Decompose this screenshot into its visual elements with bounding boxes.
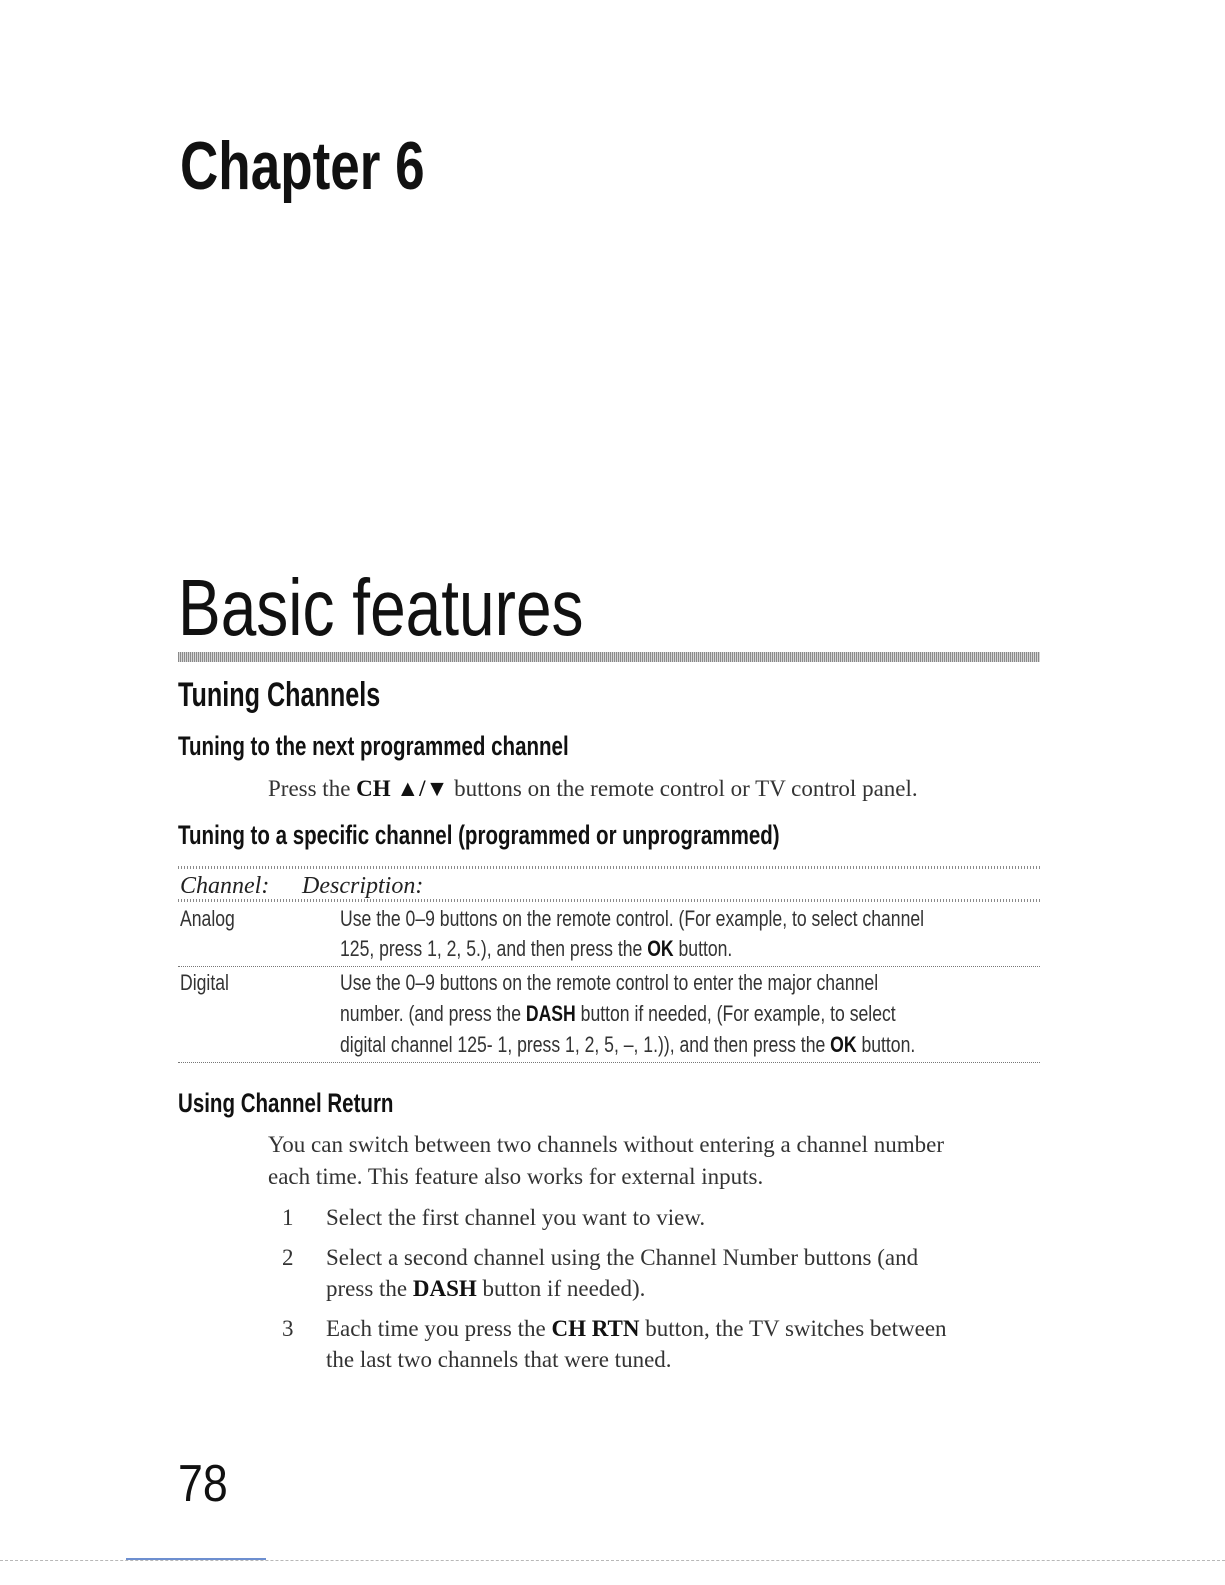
next-channel-heading: Tuning to the next programmed channel bbox=[178, 731, 569, 761]
section-title: Tuning Channels bbox=[178, 676, 381, 714]
step-number: 3 bbox=[282, 1316, 294, 1341]
table-top-rule bbox=[178, 866, 1040, 869]
ch-rtn-key: CH RTN bbox=[551, 1316, 640, 1341]
table-cell-channel-digital: Digital bbox=[180, 970, 229, 995]
table-header-description: Description: bbox=[302, 873, 424, 899]
ok-key: OK bbox=[830, 1032, 857, 1057]
table-bottom-rule bbox=[178, 1062, 1040, 1063]
specific-channel-heading: Tuning to a specific channel (programmed or unprogrammed) bbox=[178, 820, 780, 850]
bottom-divider bbox=[0, 1560, 1225, 1561]
table-cell-description: Use the 0–9 buttons on the remote control. (For example, to select channel bbox=[340, 906, 925, 931]
table-header-rule bbox=[178, 899, 1040, 902]
channel-return-intro-line: each time. This feature also works for external inputs. bbox=[268, 1164, 764, 1189]
channel-return-heading: Using Channel Return bbox=[178, 1088, 394, 1118]
table-row-rule bbox=[178, 966, 1040, 967]
chapter-label: Chapter 6 bbox=[180, 128, 425, 204]
step-text: the last two channels that were tuned. bbox=[326, 1347, 672, 1372]
table-cell-description: number. (and press the DASH button if needed, (For example, to select bbox=[340, 1001, 896, 1026]
step-text: Each time you press the CH RTN button, the TV switches between bbox=[326, 1316, 947, 1341]
table-cell-channel-analog: Analog bbox=[180, 906, 235, 931]
channel-return-intro-line: You can switch between two channels without entering a channel number bbox=[268, 1132, 944, 1157]
table-cell-description: Use the 0–9 buttons on the remote control to enter the major channel bbox=[340, 970, 879, 995]
bottom-link-underline bbox=[126, 1558, 266, 1560]
next-channel-text: Press the CH ▲/▼ buttons on the remote control or TV control panel. bbox=[268, 776, 918, 801]
step-number: 1 bbox=[282, 1205, 294, 1230]
chapter-title: Basic features bbox=[178, 563, 584, 652]
ok-key: OK bbox=[647, 936, 674, 961]
table-header-channel: Channel: bbox=[180, 873, 270, 899]
ch-key: CH ▲/▼ bbox=[356, 776, 449, 801]
dash-key: DASH bbox=[525, 1001, 576, 1026]
step-number: 2 bbox=[282, 1245, 294, 1270]
table-cell-description: digital channel 125- 1, press 1, 2, 5, –, 1.)), and then press the OK button. bbox=[340, 1032, 916, 1057]
title-rule bbox=[178, 652, 1040, 662]
dash-key: DASH bbox=[412, 1276, 477, 1301]
page-number: 78 bbox=[178, 1455, 228, 1513]
step-text: Select the first channel you want to view. bbox=[326, 1205, 706, 1230]
table-cell-description: 125, press 1, 2, 5.), and then press the OK button. bbox=[340, 936, 733, 961]
step-text: Select a second channel using the Channel Number buttons (and bbox=[326, 1245, 919, 1270]
step-text: press the DASH button if needed). bbox=[326, 1276, 646, 1301]
